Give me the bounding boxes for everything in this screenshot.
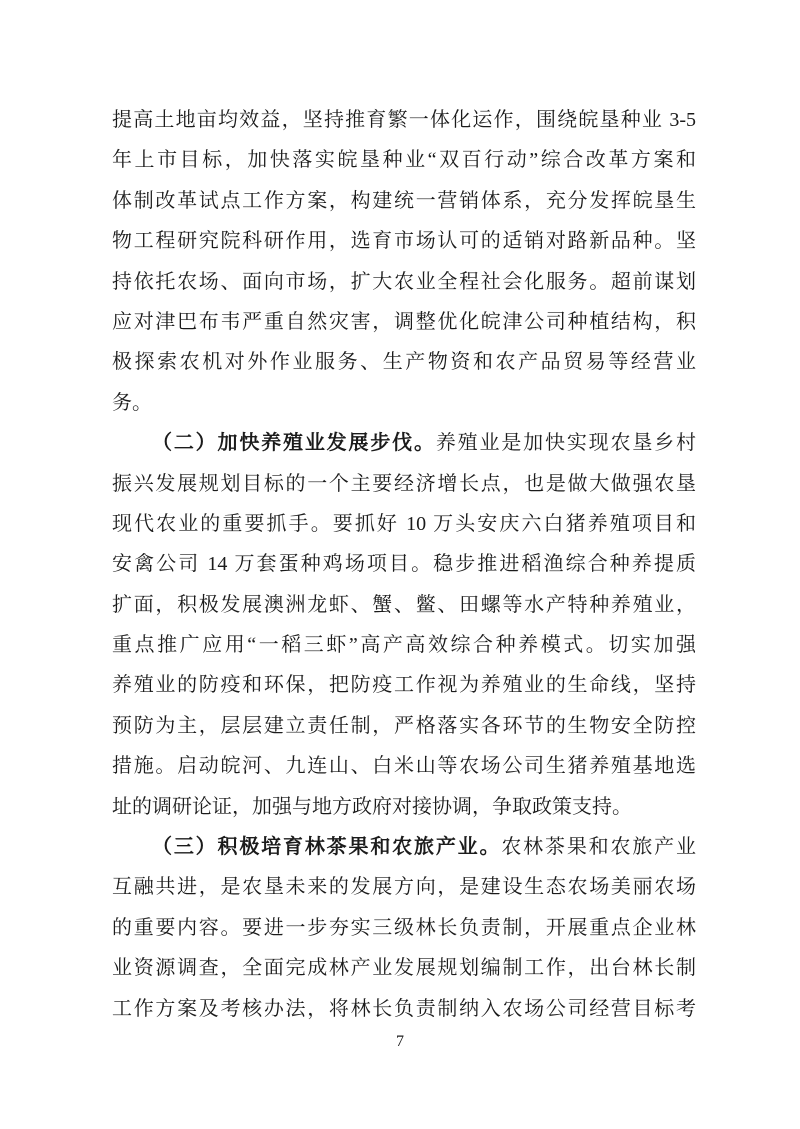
text-run: 址的调研论证，加强与地方政府对接协调，争取政策支持。 (112, 795, 632, 818)
text-run: 扩面，积极发展澳洲龙虾、蟹、鳖、田螺等水产特种养殖业， (112, 593, 696, 616)
text-run: 年上市目标，加快落实皖垦种业“双百行动”综合改革方案和 (112, 149, 696, 172)
text-line (112, 867, 696, 907)
text-line (112, 342, 696, 382)
text-run: 务。 (112, 391, 152, 414)
text-run: 提高土地亩均效益，坚持推育繁一体化运作，围绕皖垦种业 3-5 (112, 109, 696, 131)
text-line (112, 100, 696, 140)
text-line (112, 787, 696, 827)
text-line (112, 665, 696, 705)
text-line (112, 302, 696, 342)
text-line (112, 262, 696, 302)
page-number: 7 (396, 1033, 404, 1050)
text-run: 重点推广应用“一稻三虾”高产高效综合种养模式。切实加强 (112, 634, 696, 657)
page-content (112, 100, 696, 1029)
text-run: 振兴发展规划目标的一个主要经济增长点，也是做大做强农垦 (112, 472, 696, 495)
text-line (112, 948, 696, 988)
text-run: 体制改革试点工作方案，构建统一营销体系，充分发挥皖垦生 (112, 189, 696, 212)
section-heading-run: （二）加快养殖业发展步伐。 (152, 432, 436, 455)
text-run: 养殖业的防疫和环保，把防疫工作视为养殖业的生命线，坚持 (112, 674, 696, 697)
text-run: 持依托农场、面向市场，扩大农业全程社会化服务。超前谋划 (112, 270, 696, 293)
text-run: 的重要内容。要进一步夯实三级林长负责制，开展重点企业林 (112, 916, 696, 939)
text-line (112, 140, 696, 180)
text-run: 工作方案及考核办法，将林长负责制纳入农场公司经营目标考 (112, 997, 696, 1020)
text-run: 应对津巴布韦严重自然灾害，调整优化皖津公司种植结构，积 (112, 310, 696, 333)
text-line (112, 625, 696, 665)
text-run: 农林茶果和农旅产业 (501, 836, 696, 859)
text-line (112, 181, 696, 221)
text-run: 业资源调查，全面完成林产业发展规划编制工作，出台林长制 (112, 957, 696, 980)
text-run: 预防为主，层层建立责任制，严格落实各环节的生物安全防控 (112, 714, 696, 737)
text-run: 极探索农机对外作业服务、生产物资和农产品贸易等经营业 (112, 351, 696, 374)
text-line (112, 544, 696, 584)
text-run: 物工程研究院科研作用，选育市场认可的适销对路新品种。坚 (112, 230, 696, 253)
text-line (112, 464, 696, 504)
text-line (112, 908, 696, 948)
text-line (112, 585, 696, 625)
text-line (112, 221, 696, 261)
text-line (112, 989, 696, 1029)
text-run: 互融共进，是农垦未来的发展方向，是建设生态农场美丽农场 (112, 876, 696, 899)
text-line (112, 827, 696, 867)
text-run: 现代农业的重要抓手。要抓好 10 万头安庆六白猪养殖项目和 (112, 512, 696, 535)
text-line (112, 746, 696, 786)
text-run: 安禽公司 14 万套蛋种鸡场项目。稳步推进稻渔综合种养提质 (112, 553, 696, 576)
text-run: 措施。启动皖河、九连山、白米山等农场公司生猪养殖基地选 (112, 755, 696, 778)
section-heading-run: （三）积极培育林茶果和农旅产业。 (152, 836, 502, 859)
text-line (112, 423, 696, 463)
text-line (112, 383, 696, 423)
text-run: 养殖业是加快实现农垦乡村 (435, 432, 696, 455)
text-line (112, 706, 696, 746)
text-line (112, 504, 696, 544)
